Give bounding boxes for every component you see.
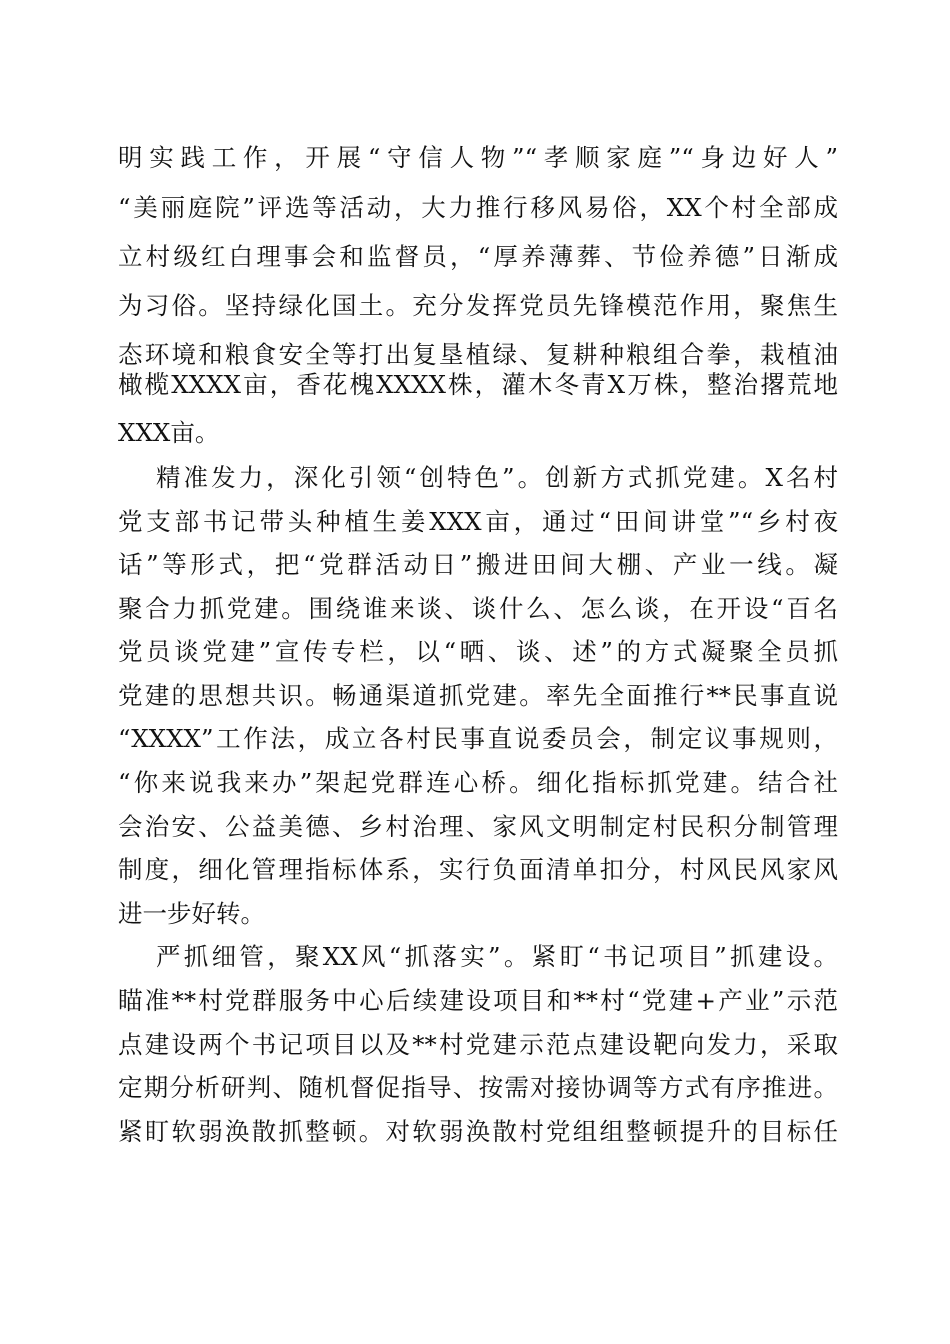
text-line: 瞄准**村党群服务中心后续建设项目和**村“党建+产业”示范 bbox=[118, 986, 838, 1015]
text-line: 态环境和粮食安全等打出复垦植绿、复耕种粮组合拳，栽植油 bbox=[118, 340, 838, 369]
text-line: 点建设两个书记项目以及**村党建示范点建设靶向发力，采取 bbox=[118, 1030, 838, 1059]
text-line: 橄榄XXXX亩，香花槐XXXX株，灌木冬青X万株，整治撂荒地 bbox=[118, 370, 838, 399]
text-line: 紧盯软弱涣散抓整顿。对软弱涣散村党组组整顿提升的目标任 bbox=[118, 1117, 838, 1146]
text-line: 进一步好转。 bbox=[118, 899, 265, 928]
text-line: “你来说我来办”架起党群连心桥。细化指标抓党建。结合社 bbox=[118, 768, 838, 797]
text-line: 立村级红白理事会和监督员，“厚养薄葬、节俭养德”日渐成 bbox=[118, 242, 838, 271]
text-line: 话”等形式，把“党群活动日”搬进田间大棚、产业一线。凝 bbox=[118, 550, 838, 579]
text-line: 聚合力抓党建。围绕谁来谈、谈什么、怎么谈，在开设“百名 bbox=[118, 594, 838, 623]
text-line: 会治安、公益美德、乡村治理、家风文明制定村民积分制管理 bbox=[118, 812, 838, 841]
paragraph-first-line: 精准发力，深化引领“创特色”。创新方式抓党建。X名村 bbox=[156, 463, 838, 492]
text-line: “美丽庭院”评选等活动，大力推行移风易俗，XX个村全部成 bbox=[118, 193, 838, 222]
text-line: 明实践工作，开展“守信人物”“孝顺家庭”“身边好人” bbox=[118, 143, 838, 172]
text-line: XXX亩。 bbox=[118, 418, 220, 447]
text-line: 党支部书记带头种植生姜XXX亩，通过“田间讲堂”“乡村夜 bbox=[118, 507, 838, 536]
text-line: 制度，细化管理指标体系，实行负面清单扣分，村风民风家风 bbox=[118, 855, 838, 884]
text-line: “XXXX”工作法，成立各村民事直说委员会，制定议事规则， bbox=[118, 724, 838, 753]
paragraph-first-line: 严抓细管，聚XX风“抓落实”。紧盯“书记项目”抓建设。 bbox=[156, 942, 838, 971]
text-line: 党建的思想共识。畅通渠道抓党建。率先全面推行**民事直说 bbox=[118, 681, 838, 710]
text-line: 定期分析研判、随机督促指导、按需对接协调等方式有序推进。 bbox=[118, 1073, 838, 1102]
text-line: 为习俗。坚持绿化国土。充分发挥党员先锋模范作用，聚焦生 bbox=[118, 291, 838, 320]
text-line: 党员谈党建”宣传专栏，以“晒、谈、述”的方式凝聚全员抓 bbox=[118, 637, 838, 666]
